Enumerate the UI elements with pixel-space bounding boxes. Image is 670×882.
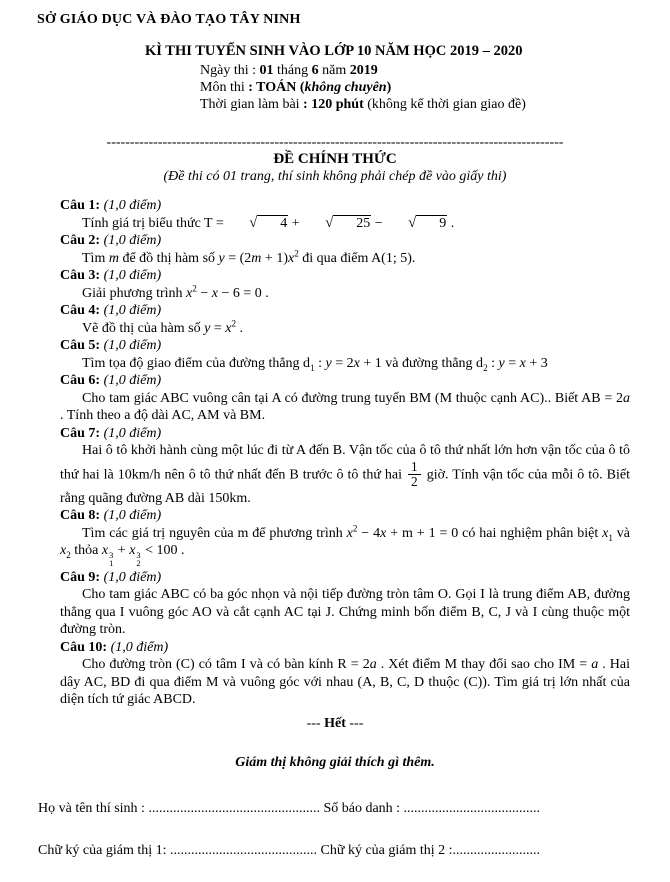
question-10 (60, 639, 630, 709)
superscript: 3 (136, 551, 141, 561)
text-run: x (186, 285, 193, 301)
sqrt-expression (227, 216, 288, 231)
text-run: để đồ thị hàm số (118, 250, 219, 266)
question-6 (60, 372, 630, 425)
text-run: x (225, 320, 232, 336)
question-number: Câu 9: (60, 569, 101, 585)
text-run: không chuyên (304, 80, 387, 95)
text-run: 6 (311, 63, 319, 78)
text-run: : TOÁN ( (248, 80, 305, 95)
question-label-line (60, 507, 630, 525)
text-run: .......................................... (170, 842, 318, 858)
question-body (60, 586, 630, 639)
question-label-line (60, 425, 630, 443)
text-run: và (612, 525, 630, 541)
question-body (60, 215, 630, 233)
radicand: 4 (257, 215, 288, 231)
text-run: y (498, 355, 505, 371)
text-run: Chữ ký của giám thị 1: (38, 842, 171, 858)
question-4 (60, 302, 630, 337)
question-points: (1,0 điểm) (103, 425, 162, 441)
question-label-line (60, 372, 630, 390)
question-points: (1,0 điểm) (110, 639, 169, 655)
text-run: x (353, 355, 360, 371)
question-number: Câu 10: (60, 639, 108, 655)
text-run: y (325, 355, 332, 371)
text-run: . (235, 320, 243, 336)
fraction-denominator: 2 (411, 474, 418, 490)
text-run: x (380, 525, 387, 541)
exam-details (200, 62, 670, 113)
question-5 (60, 337, 630, 372)
radicand: 25 (333, 215, 371, 231)
sqrt-expression (386, 216, 447, 231)
question-label-line (60, 302, 630, 320)
radical-sign: √ (325, 214, 334, 231)
text-run: + 1 và đường thẳng d (359, 355, 484, 371)
subscript: 1 (109, 559, 114, 569)
text-run: x (602, 525, 609, 541)
text-run: --- (345, 715, 364, 731)
questions-list (60, 197, 630, 709)
text-run: Cho đường tròn (C) có tâm I và có bàn kính R = 2 (82, 657, 370, 673)
question-points: (1,0 điểm) (103, 233, 162, 248)
text-run: a (623, 390, 630, 406)
question-number: Câu 8: (60, 508, 101, 524)
question-points: (1,0 điểm) (103, 338, 162, 353)
text-run: x (60, 543, 67, 559)
text-run: . Tính theo a độ dài AC, AM và BM. (60, 408, 266, 423)
text-run: 2 (231, 317, 236, 328)
text-run: Vẽ đồ thị của hàm số (82, 320, 205, 336)
question-body (60, 656, 630, 709)
text-run: = (504, 355, 520, 371)
text-run: Môn thi (200, 80, 249, 95)
end-marker (0, 714, 670, 734)
question-points: (1,0 điểm) (103, 268, 162, 283)
text-run: Cho tam giác ABC có ba góc nhọn và nội tiếp đường tròn tâm O. Gọi I là trung điểm AB, đường thẳng qua I vuông góc AO và cắt cạnh AC tại J. Chứng minh bốn điểm B, C, J và I cùng thuộc một đường tròn. (60, 587, 630, 638)
text-run: + 3 (525, 355, 548, 371)
proctor-signature-line (38, 842, 632, 860)
text-run: (không kể thời gian giao đề) (367, 97, 526, 112)
exam-duration-line (200, 96, 670, 113)
text-run: 2 (294, 247, 299, 258)
text-run: + 1) (261, 250, 288, 266)
question-3 (60, 267, 630, 302)
proctor-note: Giám thị không giải thích gì thêm. (235, 754, 435, 770)
text-run: Hết (324, 715, 346, 731)
text-run: Số báo danh : (319, 800, 404, 816)
text-run: 2 (192, 282, 197, 293)
exam-date-line (200, 62, 670, 79)
text-run: < 100 . (141, 543, 185, 559)
text-run: Cho tam giác ABC vuông cân tại A có đường trung tuyến BM (M thuộc cạnh AC).. Biết AB = 2 (82, 390, 623, 406)
question-body (60, 525, 630, 569)
question-number: Câu 5: (60, 338, 101, 353)
text-run: y (204, 320, 211, 336)
text-run: 2 (483, 362, 488, 373)
question-body (60, 355, 630, 373)
text-run: = (210, 320, 226, 336)
text-run: ................................................. (148, 800, 320, 816)
text-run: y (218, 250, 225, 266)
text-run: + (114, 543, 130, 559)
radical-sign: √ (249, 214, 258, 231)
text-run: a (369, 657, 377, 673)
text-run: x (211, 285, 218, 301)
exam-title: KÌ THI TUYỂN SINH VÀO LỚP 10 NĂM HỌC 2019 – 2020 (145, 43, 523, 59)
question-body (60, 247, 630, 268)
question-number: Câu 4: (60, 303, 101, 318)
text-run: = (2 (224, 250, 252, 266)
text-run: x (346, 525, 353, 541)
text-run: − 4 (357, 525, 381, 541)
text-run: 01 (259, 63, 274, 78)
text-run: Chữ ký của giám thị 2 : (317, 842, 453, 858)
question-points: (1,0 điểm) (103, 198, 162, 213)
question-number: Câu 2: (60, 233, 101, 248)
text-run: Họ và tên thí sinh : (38, 800, 149, 816)
subscript: 2 (136, 559, 141, 569)
text-run: Giải phương trình (82, 285, 187, 301)
radical-sign: √ (408, 214, 417, 231)
superscript: 3 (109, 551, 114, 561)
text-run: : (314, 355, 326, 371)
text-run: + (288, 215, 304, 231)
text-run: − (371, 215, 387, 231)
question-7 (60, 425, 630, 508)
fraction (406, 460, 423, 490)
question-points: (1,0 điểm) (103, 303, 162, 318)
question-body (60, 282, 630, 303)
question-number: Câu 3: (60, 268, 101, 283)
text-run: . Xét điểm M thay đổi sao cho IM = (376, 657, 592, 673)
text-run: x (287, 250, 295, 266)
question-points: (1,0 điểm) (103, 373, 162, 388)
text-run: ) (386, 80, 392, 95)
text-run: x (101, 543, 109, 559)
text-run: 2 (352, 523, 358, 534)
text-run: Tính giá trị biểu thức T = (82, 215, 228, 231)
sub-sup-stack (136, 552, 140, 569)
question-label-line (60, 197, 630, 215)
text-run: Hai ô tô khởi hành cùng một lúc đi từ A đến B. Vận tốc của ô tô thứ nhất lớn hơn vận tốc của ô tô thứ hai là 10km/h nên ô tô thứ nhất đến B trước ô tô thứ hai (60, 443, 630, 482)
text-run: ....................................... (403, 800, 541, 816)
exam-instruction-note: (Đề thi có 01 trang, thí sinh không phải chép đề vào giấy thi) (163, 169, 507, 184)
question-label-line (60, 337, 630, 355)
question-number: Câu 7: (60, 425, 101, 441)
official-exam-label: ĐỀ CHÍNH THỨC (273, 151, 397, 167)
text-run: năm (318, 63, 350, 78)
text-run: 1 (310, 362, 315, 373)
question-label-line (60, 569, 630, 587)
text-run: giờ. Tính vận tốc của mỗi ô tô. Biết rằng quãng đường AB dài 150km. (60, 466, 630, 506)
text-run: a (591, 657, 599, 673)
question-body (60, 442, 630, 507)
question-number: Câu 6: (60, 373, 101, 388)
text-run: x (519, 355, 526, 371)
department-header: SỞ GIÁO DỤC VÀ ĐÀO TẠO TÂY NINH (37, 12, 301, 27)
question-2 (60, 232, 630, 267)
question-8 (60, 507, 630, 569)
question-label-line (60, 232, 630, 250)
text-run: đi qua điểm A(1; 5). (298, 250, 416, 266)
question-number: Câu 1: (60, 198, 101, 213)
text-run: 1 (608, 532, 613, 543)
question-9 (60, 569, 630, 639)
text-run: ......................... (452, 842, 541, 858)
question-label-line (60, 639, 630, 657)
text-run: . (447, 215, 455, 231)
text-run: − 6 = 0 . (217, 285, 269, 301)
text-run: Thời gian làm bài (200, 97, 304, 112)
fraction-numerator: 1 (408, 460, 421, 476)
text-run: : 120 phút (303, 97, 368, 112)
text-run: tháng (273, 63, 312, 78)
candidate-name-line (38, 800, 632, 818)
sqrt-expression (303, 216, 371, 231)
text-run: Ngày thi : (200, 63, 260, 78)
question-body (60, 390, 630, 425)
text-run: x (129, 543, 136, 559)
text-run: --- (306, 715, 325, 731)
text-run: + m + 1 = 0 có hai nghiệm phân biệt (386, 525, 603, 541)
question-1 (60, 197, 630, 232)
text-run: : (487, 355, 499, 371)
text-run: Tìm (82, 250, 109, 266)
text-run: thỏa (70, 543, 102, 559)
question-points: (1,0 điểm) (103, 508, 162, 524)
sub-sup-stack (109, 552, 113, 569)
text-run: 2 (66, 550, 71, 561)
signature-section (38, 800, 632, 860)
question-body (60, 317, 630, 338)
text-run: Tìm các giá trị nguyên của m để phương trình (82, 525, 347, 541)
question-points: (1,0 điểm) (103, 569, 162, 585)
radicand: 9 (416, 215, 447, 231)
text-run: 2019 (349, 63, 378, 78)
text-run: = 2 (331, 355, 354, 371)
exam-subject-line (200, 79, 670, 96)
question-label-line (60, 267, 630, 285)
text-run: − (196, 285, 212, 301)
text-run: . Hai dây AC, BD đi qua điểm M và vuông góc với nhau (A, B, C, D thuộc (C)). Tìm giá trị lớn nhất của diện tích tứ giác ABCD. (60, 657, 630, 708)
dashed-separator: -------------------------------------------------------------------------------------------------- (106, 137, 564, 148)
text-run: Tìm tọa độ giao điểm của đường thẳng d (82, 355, 311, 371)
text-run: m (108, 250, 119, 266)
text-run: m (251, 250, 262, 266)
